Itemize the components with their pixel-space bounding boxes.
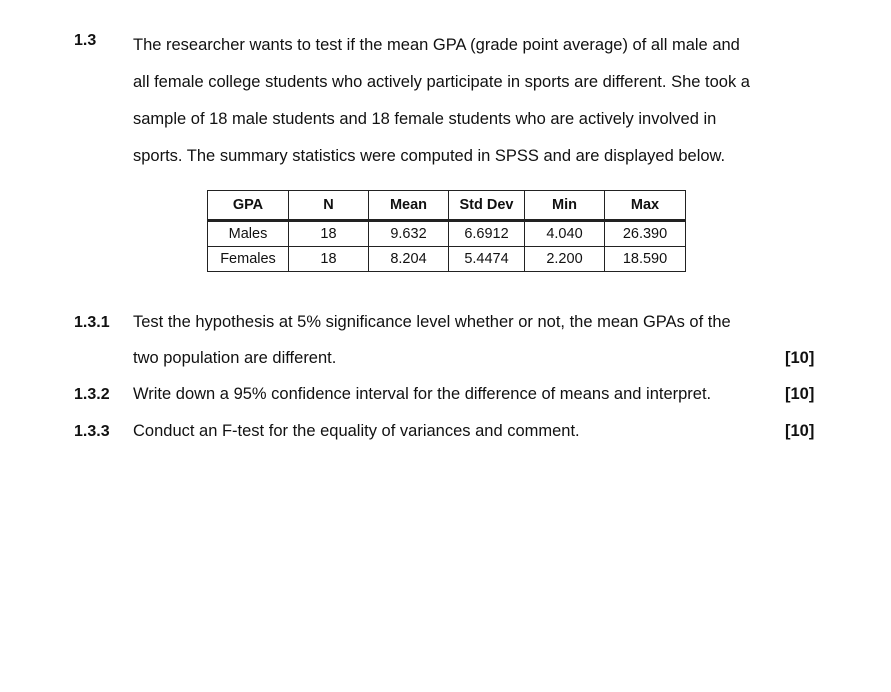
header-cell: Max xyxy=(605,191,686,221)
table-cell: 8.204 xyxy=(369,247,449,272)
summary-statistics-table xyxy=(207,190,686,272)
header-cell: Std Dev xyxy=(449,191,525,221)
table-cell: Females xyxy=(208,247,289,272)
question-number: 1.3 xyxy=(74,32,97,49)
subquestion-text: two population are different. xyxy=(133,349,337,367)
table-header-row xyxy=(208,191,686,221)
stats-table xyxy=(207,190,686,272)
marks-label: [10] xyxy=(785,385,815,403)
question-line: The researcher wants to test if the mean GPA (grade point average) of all male and xyxy=(133,36,740,54)
header-cell: N xyxy=(289,191,369,221)
table-cell: 6.6912 xyxy=(449,221,525,247)
question-line: all female college students who actively participate in sports are different. She took a xyxy=(133,73,750,91)
table-cell: 26.390 xyxy=(605,221,686,247)
question-text xyxy=(133,27,833,175)
header-cell: Mean xyxy=(369,191,449,221)
subquestion-number: 1.3.3 xyxy=(74,423,110,440)
table-cell: 9.632 xyxy=(369,221,449,247)
subquestion-text: Test the hypothesis at 5% significance level whether or not, the mean GPAs of the xyxy=(133,313,731,331)
subquestion-text: Conduct an F-test for the equality of variances and comment. xyxy=(133,422,580,440)
subquestion-number: 1.3.1 xyxy=(74,314,110,331)
subquestion-number: 1.3.2 xyxy=(74,386,110,403)
table-cell: 18 xyxy=(289,221,369,247)
question-line: sports. The summary statistics were computed in SPSS and are displayed below. xyxy=(133,147,726,165)
subquestion-text: Write down a 95% confidence interval for the difference of means and interpret. xyxy=(133,385,712,403)
header-cell: GPA xyxy=(208,191,289,221)
question-line: sample of 18 male students and 18 female students who are actively involved in xyxy=(133,110,717,128)
table-cell: 18.590 xyxy=(605,247,686,272)
table-cell: 4.040 xyxy=(525,221,605,247)
marks-label: [10] xyxy=(785,422,815,440)
marks-label: [10] xyxy=(785,349,815,367)
table-row xyxy=(208,247,686,272)
table-cell: Males xyxy=(208,221,289,247)
header-cell: Min xyxy=(525,191,605,221)
table-cell: 2.200 xyxy=(525,247,605,272)
table-cell: 5.4474 xyxy=(449,247,525,272)
table-cell: 18 xyxy=(289,247,369,272)
table-row xyxy=(208,221,686,247)
